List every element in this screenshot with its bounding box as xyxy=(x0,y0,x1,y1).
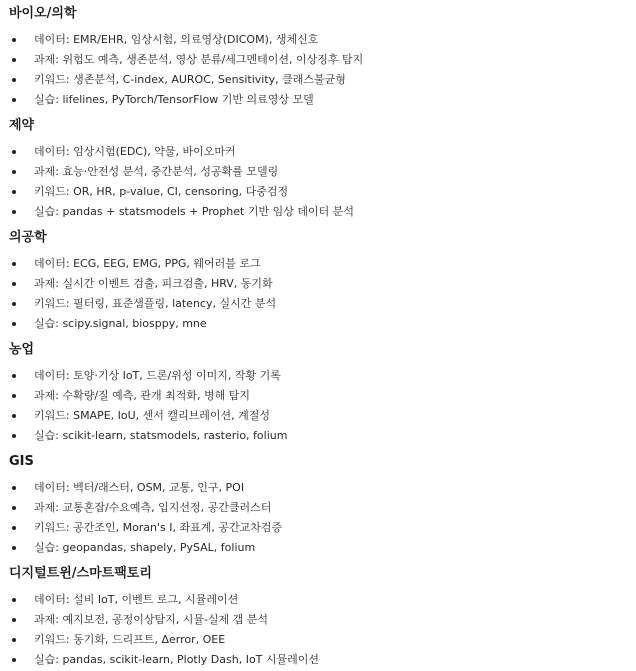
list-item xyxy=(0,142,636,162)
bullet-list xyxy=(0,142,636,222)
list-item-text: 데이터: ECG, EEG, EMG, PPG, 웨어러블 로그 xyxy=(34,257,261,270)
list-item-text: 과제: 수확량/질 예측, 관개 최적화, 병해 탐지 xyxy=(34,389,251,402)
list-item xyxy=(0,590,636,610)
bullet-list xyxy=(0,590,636,670)
list-item xyxy=(0,518,636,538)
list-item-text: 과제: 예지보전, 공정이상탐지, 시뮬-실제 갭 분석 xyxy=(34,613,269,626)
list-item-text: 키워드: 공간조인, Moran's I, 좌표계, 공간교차검증 xyxy=(34,521,283,534)
bullet-icon xyxy=(12,78,16,82)
list-item-text: 실습: scipy.signal, biosppy, mne xyxy=(34,317,207,330)
list-item-text: 데이터: 벡터/래스터, OSM, 교통, 인구, POI xyxy=(34,481,245,494)
list-item xyxy=(0,274,636,294)
list-item-text: 키워드: OR, HR, p-value, CI, censoring, 다중검정 xyxy=(34,185,289,198)
list-item xyxy=(0,70,636,90)
bullet-icon xyxy=(12,190,16,194)
list-item-text: 데이터: 임상시험(EDC), 약물, 바이오마커 xyxy=(34,145,236,158)
bullet-icon xyxy=(12,262,16,266)
section-heading: GIS xyxy=(9,454,34,469)
section-heading: 바이오/의학 xyxy=(9,6,77,21)
bullet-icon xyxy=(12,150,16,154)
list-item-text: 키워드: 동기화, 드리프트, Δerror, OEE xyxy=(34,633,226,646)
list-item-text: 데이터: 설비 IoT, 이벤트 로그, 시뮬레이션 xyxy=(34,593,239,606)
list-item xyxy=(0,650,636,670)
list-item xyxy=(0,610,636,630)
bullet-icon xyxy=(12,38,16,42)
list-item-text: 과제: 실시간 이벤트 검출, 피크검출, HRV, 동기화 xyxy=(34,277,273,290)
bullet-icon xyxy=(12,414,16,418)
list-item xyxy=(0,30,636,50)
section-heading: 제약 xyxy=(9,118,35,133)
bullet-icon xyxy=(12,210,16,214)
bullet-icon xyxy=(12,374,16,378)
list-item xyxy=(0,426,636,446)
section-heading: 농업 xyxy=(9,342,35,357)
list-item-text: 데이터: EMR/EHR, 임상시험, 의료영상(DICOM), 생체신호 xyxy=(34,33,319,46)
list-item xyxy=(0,478,636,498)
bullet-icon xyxy=(12,658,16,662)
list-item xyxy=(0,294,636,314)
bullet-icon xyxy=(12,598,16,602)
list-item-text: 과제: 교통혼잡/수요예측, 입지선정, 공간클러스터 xyxy=(34,501,272,514)
list-item xyxy=(0,386,636,406)
list-item-text: 실습: geopandas, shapely, PySAL, folium xyxy=(34,541,256,554)
list-item xyxy=(0,498,636,518)
list-item-text: 키워드: 생존분석, C-index, AUROC, Sensitivity, 클래스불균형 xyxy=(34,73,346,86)
bullet-icon xyxy=(12,98,16,102)
list-item-text: 키워드: 필터링, 표준샘플링, latency, 실시간 분석 xyxy=(34,297,277,310)
list-item-text: 실습: pandas + statsmodels + Prophet 기반 임상 데이터 분석 xyxy=(34,205,354,218)
list-item-text: 과제: 효능·안전성 분석, 중간분석, 성공확률 모델링 xyxy=(34,165,279,178)
list-item-text: 키워드: SMAPE, IoU, 센서 캘리브레이션, 계절성 xyxy=(34,409,271,422)
list-item xyxy=(0,406,636,426)
section-heading: 디지털트윈/스마트팩토리 xyxy=(9,566,152,581)
list-item xyxy=(0,538,636,558)
bullet-list xyxy=(0,366,636,446)
bullet-icon xyxy=(12,322,16,326)
bullet-icon xyxy=(12,638,16,642)
list-item xyxy=(0,182,636,202)
section-heading: 의공학 xyxy=(9,230,47,245)
list-item-text: 데이터: 토양·기상 IoT, 드론/위성 이미지, 작황 기록 xyxy=(34,369,281,382)
bullet-icon xyxy=(12,434,16,438)
list-item-text: 실습: scikit-learn, statsmodels, rasterio, folium xyxy=(34,429,288,442)
bullet-icon xyxy=(12,58,16,62)
list-item xyxy=(0,314,636,334)
bullet-list xyxy=(0,254,636,334)
list-item xyxy=(0,630,636,650)
list-item xyxy=(0,366,636,386)
bullet-icon xyxy=(12,526,16,530)
list-item-text: 실습: lifelines, PyTorch/TensorFlow 기반 의료영상 모델 xyxy=(34,93,314,106)
bullet-icon xyxy=(12,486,16,490)
bullet-icon xyxy=(12,282,16,286)
list-item xyxy=(0,162,636,182)
bullet-icon xyxy=(12,170,16,174)
bullet-list xyxy=(0,30,636,110)
list-item xyxy=(0,254,636,274)
bullet-icon xyxy=(12,618,16,622)
bullet-icon xyxy=(12,506,16,510)
bullet-icon xyxy=(12,302,16,306)
bullet-list xyxy=(0,478,636,558)
list-item xyxy=(0,90,636,110)
list-item-text: 실습: pandas, scikit-learn, Plotly Dash, IoT 시뮬레이션 xyxy=(34,653,320,666)
bullet-icon xyxy=(12,394,16,398)
list-item-text: 과제: 위험도 예측, 생존분석, 영상 분류/세그멘테이션, 이상징후 탐지 xyxy=(34,53,364,66)
list-item xyxy=(0,50,636,70)
list-item xyxy=(0,202,636,222)
bullet-icon xyxy=(12,546,16,550)
